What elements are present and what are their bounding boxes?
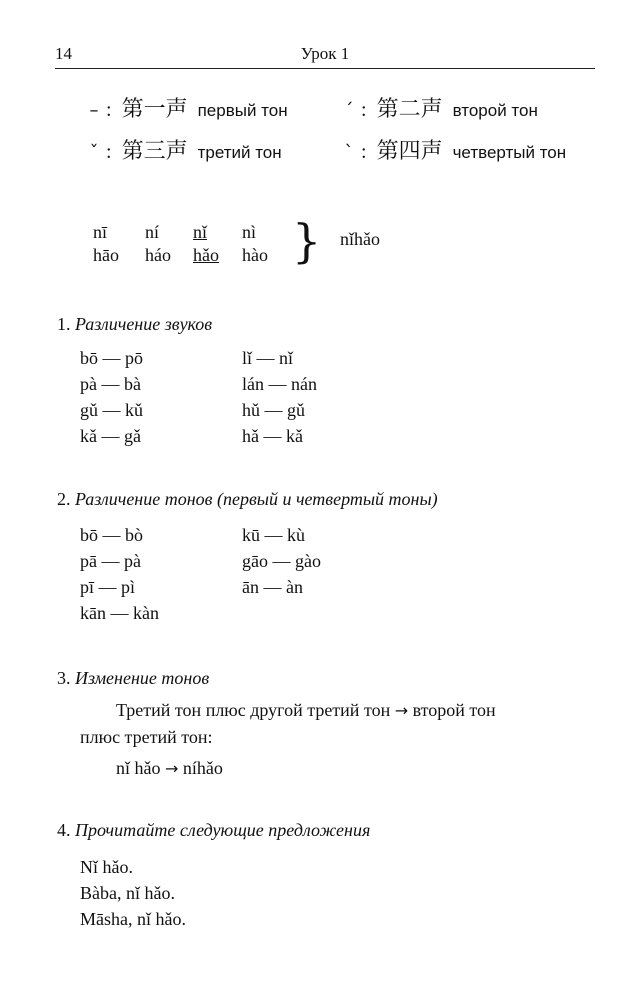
- syllable-ni-4: nì: [242, 222, 257, 242]
- pair-item: bō — pō: [80, 348, 143, 368]
- pair-item: gǔ — kǔ: [80, 400, 143, 420]
- rule-line-2: плюс третий тон:: [80, 727, 213, 747]
- tone-mark-first: –: [89, 100, 99, 121]
- arrow-icon: →: [165, 759, 179, 778]
- tone-chinese: 第二声: [376, 97, 443, 122]
- tone-russian: второй тон: [452, 101, 538, 120]
- tone-chinese: 第四声: [376, 139, 443, 164]
- tone-russian: четвертый тон: [452, 143, 567, 162]
- section-label: Различение звуков: [75, 314, 213, 334]
- pair-item: lǐ — nǐ: [242, 348, 294, 368]
- section-1-title: [57, 314, 212, 335]
- rule-text: Третий тон плюс другой третий тон: [116, 700, 391, 720]
- tone-chinese: 第三声: [121, 139, 188, 164]
- section-number: 1.: [57, 314, 71, 334]
- pair-item: kān — kàn: [80, 603, 159, 623]
- syllable-hao-2: háo: [145, 245, 171, 265]
- tone-colon: :: [361, 99, 367, 121]
- section-label: Прочитайте следующие предложения: [75, 820, 371, 840]
- tone-fourth: [341, 134, 566, 168]
- pair-item: pà — bà: [80, 374, 141, 394]
- syllable-hao-3: hǎo: [193, 245, 219, 265]
- arrow-icon: →: [394, 701, 409, 720]
- tone-russian: третий тон: [197, 143, 282, 162]
- syllable-hao-4: hào: [242, 245, 268, 265]
- running-title: Урок 1: [300, 44, 350, 63]
- tone-mark-fourth: ˋ: [344, 142, 354, 163]
- section-number: 2.: [57, 489, 71, 509]
- pair-item: gāo — gào: [242, 551, 321, 571]
- sentence: Nǐ hǎo.: [80, 857, 133, 877]
- pair-item: hǎ — kǎ: [242, 426, 303, 446]
- pair-item: kū — kù: [242, 525, 305, 545]
- example-line: [116, 758, 223, 779]
- tone-second: [341, 92, 538, 126]
- page-header: [55, 44, 595, 69]
- syllable-hao-1: hāo: [93, 245, 119, 265]
- pair-item: lán — nán: [242, 374, 317, 394]
- pair-item: ān — àn: [242, 577, 303, 597]
- section-number: 4.: [57, 820, 71, 840]
- section-number: 3.: [57, 668, 71, 688]
- tone-russian: первый тон: [197, 101, 288, 120]
- sentence: Bàba, nǐ hǎo.: [80, 883, 175, 903]
- tone-third: [86, 134, 282, 168]
- section-3-title: [57, 668, 209, 689]
- section-label: Различение тонов (первый и четвертый тоны): [75, 489, 438, 509]
- tone-first: [86, 92, 288, 126]
- pair-item: bō — bò: [80, 525, 143, 545]
- pair-item: pā — pà: [80, 551, 141, 571]
- syllable-ni-3: nǐ: [193, 222, 208, 242]
- sentence: Māsha, nǐ hǎo.: [80, 909, 186, 929]
- pair-item: kǎ — gǎ: [80, 426, 141, 446]
- page-number: 14: [55, 44, 72, 63]
- syllable-ni-1: nī: [93, 222, 108, 242]
- tone-colon: :: [361, 141, 367, 163]
- example-text: nǐ hǎo: [116, 758, 161, 778]
- section-2-title: [57, 489, 438, 510]
- tone-chinese: 第一声: [121, 97, 188, 122]
- syllable-ni-2: ní: [145, 222, 160, 242]
- pair-item: hǔ — gǔ: [242, 400, 305, 420]
- tone-mark-second: ˊ: [344, 100, 354, 121]
- section-4-title: [57, 820, 370, 841]
- tone-mark-third: ˇ: [89, 142, 99, 163]
- rule-line-1: [116, 700, 496, 721]
- example-text: níhǎo: [182, 758, 223, 778]
- rule-text: второй тон: [412, 700, 496, 720]
- section-label: Изменение тонов: [75, 668, 210, 688]
- tone-colon: :: [106, 99, 112, 121]
- pair-item: pī — pì: [80, 577, 136, 597]
- right-brace: }: [292, 214, 322, 268]
- tone-colon: :: [106, 141, 112, 163]
- combined-syllable: nǐhǎo: [340, 229, 380, 249]
